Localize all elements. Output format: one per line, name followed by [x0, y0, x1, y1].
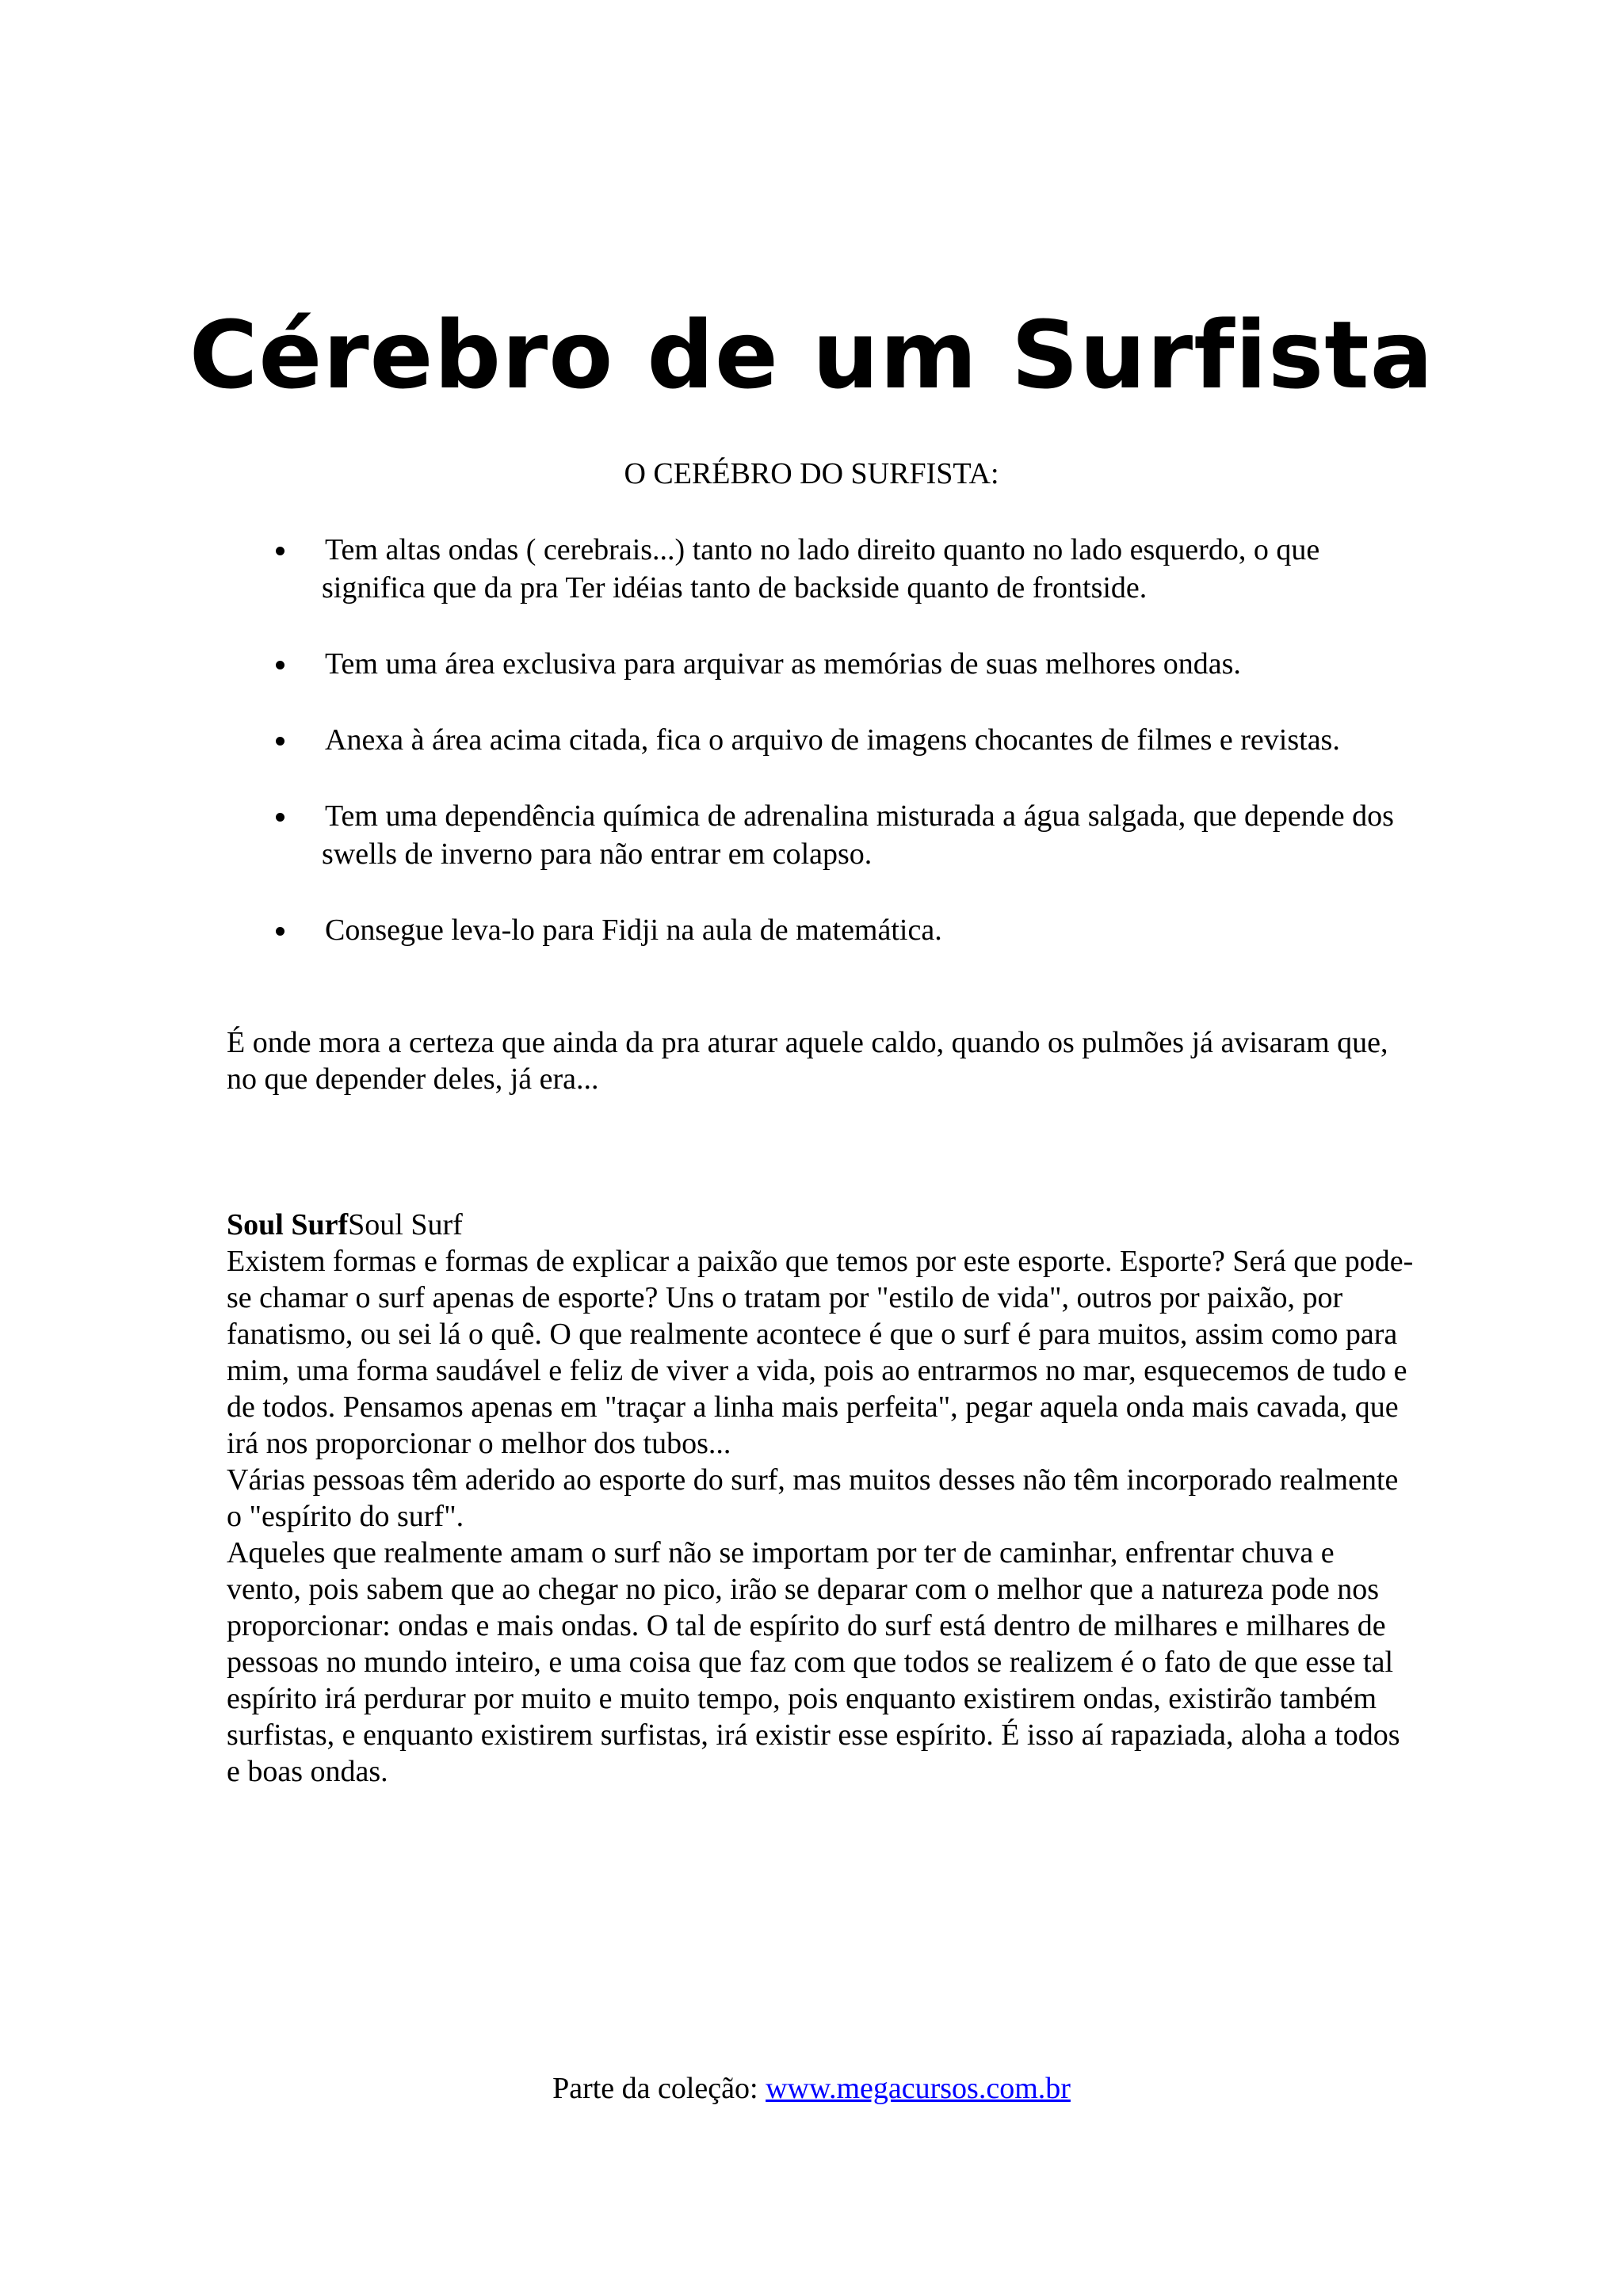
soul-surf-heading	[227, 1207, 1415, 1243]
list-item-text: Tem uma dependência química de adrenalina misturada a água salgada, que depende dos swells de inverno para não entrar em colapso.	[322, 799, 1394, 871]
soul-surf-paragraph-2: Várias pessoas têm aderido ao esporte do surf, mas muitos desses não têm incorporado realmente o "espírito do surf".	[227, 1463, 1399, 1533]
bullet-icon	[276, 927, 285, 936]
list-item-text: Anexa à área acima citada, fica o arquivo de imagens chocantes de filmes e revistas.	[325, 723, 1340, 757]
section-subtitle: O CERÉBRO DO SURFISTA:	[624, 457, 999, 490]
footer-prefix: Parte da coleção:	[552, 2072, 766, 2105]
list-item-text: Tem altas ondas ( cerebrais...) tanto no lado direito quanto no lado esquerdo, o que significa que da pra Ter idéias tanto de backside quanto de frontside.	[322, 533, 1320, 605]
soul-surf-section	[227, 1207, 1415, 1790]
bullet-icon	[276, 547, 285, 555]
list-item	[268, 721, 1401, 759]
list-item	[268, 911, 1401, 949]
list-item-text: Consegue leva-lo para Fidji na aula de matemática.	[325, 913, 942, 947]
soul-surf-paragraph-3: Aqueles que realmente amam o surf não se importam por ter de caminhar, enfrentar chuva e vento, pois sabem que ao chegar no pico, irão se deparar com o melhor que a natureza pode nos proporcionar: ondas e mais ondas. O tal de espírito do surf está dentro de milhares e milhares de pessoas no mundo inteiro, e uma coisa que faz com que todos se realizem é o fato de que esse tal espírito irá perdurar por muito e muito tempo, pois enquanto existirem ondas, existirão também surfistas, e enquanto existirem surfistas, irá existir esse espírito. É isso aí rapaziada, aloha a todos e boas ondas.	[227, 1536, 1400, 1788]
list-item	[268, 645, 1401, 683]
bullet-icon	[276, 661, 285, 669]
soul-surf-heading-bold: Soul Surf	[227, 1208, 349, 1241]
soul-surf-heading-regular: Soul Surf	[348, 1208, 463, 1241]
bullet-icon	[276, 813, 285, 822]
soul-surf-paragraph-1: Existem formas e formas de explicar a paixão que temos por este esporte. Esporte? Será que pode-se chamar o surf apenas de esporte? Uns o tratam por "estilo de vida", outros por paixão, por fanatismo, ou sei lá o quê. O que realmente acontece é que o surf é para muitos, assim como para mim, uma forma saudável e feliz de viver a vida, pois ao entrarmos no mar, esquecemos de tudo e de todos. Pensamos apenas em "traçar a linha mais perfeita", pegar aquela onda mais cavada, que irá nos proporcionar o melhor dos tubos...	[227, 1245, 1414, 1460]
footer-link[interactable]: www.megacursos.com.br	[766, 2072, 1071, 2105]
list-item-text: Tem uma área exclusiva para arquivar as memórias de suas melhores ondas.	[325, 647, 1241, 681]
list-item	[268, 531, 1401, 607]
list-item	[268, 797, 1401, 873]
bullet-icon	[276, 737, 285, 746]
intro-paragraph: É onde mora a certeza que ainda da pra aturar aquele caldo, quando os pulmões já avisaram que, no que depender deles, já era...	[227, 1026, 1388, 1096]
footer	[0, 2069, 1623, 2107]
page-title: Cérebro de um Surfista	[189, 300, 1434, 410]
bullet-list	[268, 531, 1401, 987]
